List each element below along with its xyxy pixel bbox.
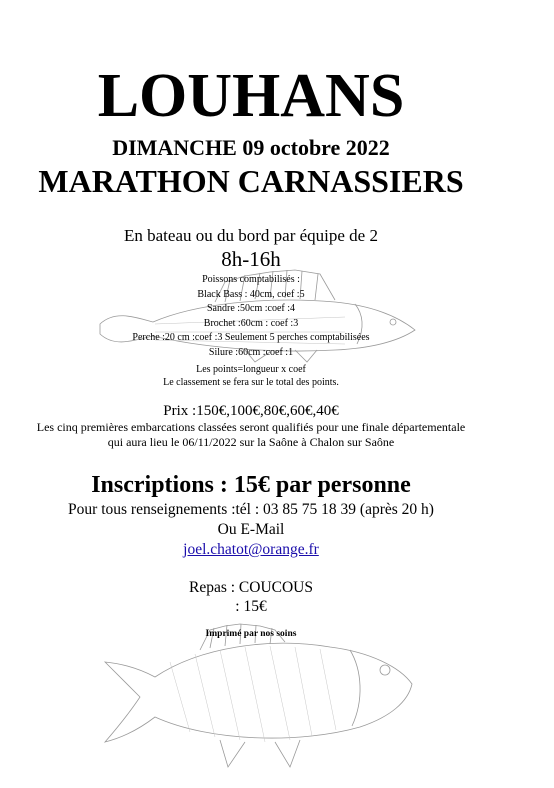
format-text: En bateau ou du bord par équipe de 2 bbox=[124, 226, 378, 245]
town-title: LOUHANS bbox=[97, 62, 405, 130]
meal-price: : 15€ bbox=[235, 598, 267, 615]
qualification-line-1: Les cinq premières embarcations classées seront qualifiés pour une finale départementale bbox=[36, 420, 466, 434]
rule-line: Silure :60cm :coef :1 bbox=[208, 346, 294, 358]
registration-title: Inscriptions : 15€ par personne bbox=[91, 472, 411, 498]
ranking-text: Le classement se fera sur le total des points. bbox=[163, 377, 339, 388]
rule-line: Poissons comptabilisés : bbox=[202, 274, 300, 285]
event-date: DIMANCHE 09 octobre 2022 bbox=[112, 135, 390, 160]
rules-list bbox=[0, 273, 528, 361]
hours-text: 8h-16h bbox=[221, 247, 281, 271]
printed-note: Imprimé par nos soins bbox=[205, 629, 297, 639]
rule-line: Perche :20 cm :coef :3 Seulement 5 perches comptabilisées bbox=[132, 332, 370, 344]
prizes-text: Prix :150€,100€,80€,60€,40€ bbox=[163, 403, 339, 419]
email-row bbox=[0, 540, 528, 559]
contact-info: Pour tous renseignements :tél : 03 85 75 18 39 (après 20 h) bbox=[68, 501, 434, 518]
meal-label: Repas : COUCOUS bbox=[188, 579, 313, 596]
rule-line: Sandre :50cm :coef :4 bbox=[206, 303, 296, 315]
event-title: MARATHON CARNASSIERS bbox=[38, 163, 464, 199]
rule-line: Black Bass : 40cm, coef :5 bbox=[197, 288, 305, 300]
perch-illustration bbox=[100, 622, 420, 782]
email-link[interactable]: joel.chatot@orange.fr bbox=[183, 541, 319, 558]
email-label: Ou E-Mail bbox=[217, 521, 285, 538]
qualification-line-2: qui aura lieu le 06/11/2022 sur la Saône à Chalon sur Saône bbox=[107, 435, 395, 449]
points-text: Les points=longueur x coef bbox=[196, 364, 306, 375]
rule-line: Brochet :60cm : coef :3 bbox=[203, 317, 299, 329]
